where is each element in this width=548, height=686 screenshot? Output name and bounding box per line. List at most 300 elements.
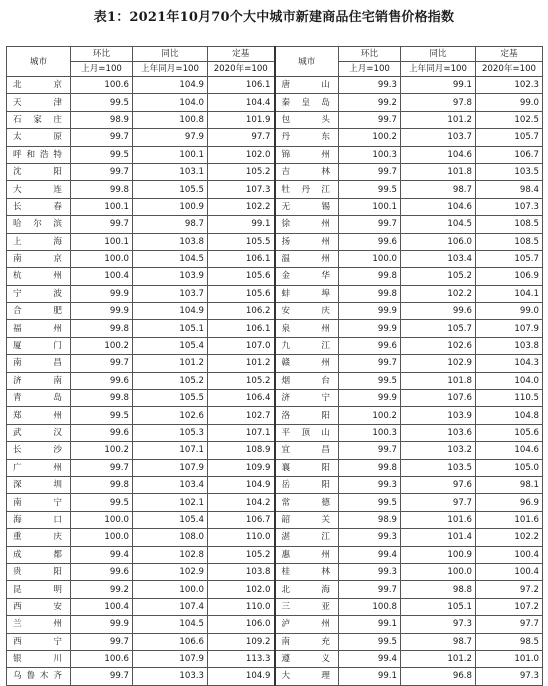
mom-cell: 100.6 — [71, 650, 133, 667]
mom-cell: 99.5 — [71, 94, 133, 111]
mom-cell: 99.7 — [339, 355, 401, 372]
yoy-cell: 103.4 — [401, 250, 476, 267]
mom-cell: 98.9 — [339, 511, 401, 528]
fixed-cell: 102.7 — [208, 407, 275, 424]
mom-cell: 99.9 — [71, 303, 133, 320]
fixed-cell: 107.3 — [208, 181, 275, 198]
header-yoy-base: 上年同月=100 — [133, 62, 208, 77]
yoy-cell: 101.8 — [401, 372, 476, 389]
city-cell: 桂 林 — [275, 563, 339, 580]
city-cell: 南 宁 — [7, 494, 71, 511]
city-cell: 哈尔滨 — [7, 216, 71, 233]
fixed-cell: 108.9 — [208, 442, 275, 459]
city-cell: 天 津 — [7, 94, 71, 111]
city-cell: 常 德 — [275, 494, 339, 511]
fixed-cell: 100.4 — [476, 546, 543, 563]
header-mom: 环比 — [71, 47, 133, 62]
yoy-cell: 105.2 — [401, 268, 476, 285]
city-cell: 北 京 — [7, 77, 71, 94]
city-cell: 贵 阳 — [7, 563, 71, 580]
fixed-cell: 110.5 — [476, 390, 543, 407]
table-row — [7, 563, 543, 580]
table-body — [7, 77, 543, 686]
table-row — [7, 442, 543, 459]
city-cell: 呼和浩特 — [7, 146, 71, 163]
city-cell: 蚌 埠 — [275, 285, 339, 302]
yoy-cell: 104.9 — [133, 303, 208, 320]
city-cell: 成 都 — [7, 546, 71, 563]
city-cell: 徐 州 — [275, 216, 339, 233]
fixed-cell: 98.1 — [476, 476, 543, 493]
table-row — [7, 146, 543, 163]
city-cell: 兰 州 — [7, 616, 71, 633]
mom-cell: 100.2 — [339, 129, 401, 146]
fixed-cell: 108.5 — [476, 216, 543, 233]
fixed-cell: 104.1 — [476, 285, 543, 302]
mom-cell: 100.0 — [339, 250, 401, 267]
city-cell: 赣 州 — [275, 355, 339, 372]
city-cell: 无 锡 — [275, 198, 339, 215]
fixed-cell: 96.9 — [476, 494, 543, 511]
yoy-cell: 107.9 — [133, 459, 208, 476]
table-row — [7, 216, 543, 233]
fixed-cell: 105.2 — [208, 372, 275, 389]
table-row — [7, 529, 543, 546]
table-row — [7, 459, 543, 476]
mom-cell: 99.1 — [339, 616, 401, 633]
fixed-cell: 106.2 — [208, 303, 275, 320]
mom-cell: 99.6 — [71, 424, 133, 441]
yoy-cell: 104.9 — [133, 77, 208, 94]
city-cell: 九 江 — [275, 337, 339, 354]
fixed-cell: 105.6 — [208, 268, 275, 285]
yoy-cell: 105.1 — [401, 598, 476, 615]
fixed-cell: 106.1 — [208, 320, 275, 337]
city-cell: 深 圳 — [7, 476, 71, 493]
mom-cell: 99.1 — [339, 668, 401, 685]
city-cell: 金 华 — [275, 268, 339, 285]
yoy-cell: 96.8 — [401, 668, 476, 685]
yoy-cell: 103.3 — [133, 668, 208, 685]
header-fixed: 定基 — [208, 47, 275, 62]
yoy-cell: 97.9 — [133, 129, 208, 146]
mom-cell: 99.7 — [71, 129, 133, 146]
yoy-cell: 104.5 — [133, 250, 208, 267]
city-cell: 烟 台 — [275, 372, 339, 389]
yoy-cell: 98.7 — [401, 633, 476, 650]
mom-cell: 99.9 — [339, 303, 401, 320]
mom-cell: 100.3 — [339, 424, 401, 441]
city-cell: 襄 阳 — [275, 459, 339, 476]
header-city: 城市 — [7, 47, 71, 77]
fixed-cell: 97.7 — [476, 616, 543, 633]
fixed-cell: 102.2 — [208, 198, 275, 215]
mom-cell: 99.6 — [71, 563, 133, 580]
fixed-cell: 106.1 — [208, 77, 275, 94]
mom-cell: 99.5 — [71, 494, 133, 511]
table-row — [7, 633, 543, 650]
city-cell: 牡丹江 — [275, 181, 339, 198]
table-row — [7, 129, 543, 146]
city-cell: 平顶山 — [275, 424, 339, 441]
yoy-cell: 107.4 — [133, 598, 208, 615]
yoy-cell: 100.9 — [401, 546, 476, 563]
yoy-cell: 105.1 — [133, 320, 208, 337]
mom-cell: 99.7 — [339, 216, 401, 233]
yoy-cell: 98.7 — [401, 181, 476, 198]
fixed-cell: 107.3 — [476, 198, 543, 215]
mom-cell: 99.5 — [339, 181, 401, 198]
city-cell: 扬 州 — [275, 233, 339, 250]
fixed-cell: 105.0 — [476, 459, 543, 476]
mom-cell: 98.9 — [71, 111, 133, 128]
table-row — [7, 111, 543, 128]
table-row — [7, 355, 543, 372]
city-cell: 乌鲁木齐 — [7, 668, 71, 685]
fixed-cell: 104.2 — [208, 494, 275, 511]
yoy-cell: 99.6 — [401, 303, 476, 320]
fixed-cell: 106.0 — [208, 616, 275, 633]
fixed-cell: 103.8 — [476, 337, 543, 354]
mom-cell: 99.8 — [71, 320, 133, 337]
mom-cell: 99.5 — [71, 146, 133, 163]
mom-cell: 99.8 — [339, 459, 401, 476]
yoy-cell: 100.0 — [401, 563, 476, 580]
mom-cell: 99.8 — [71, 476, 133, 493]
fixed-cell: 104.4 — [208, 94, 275, 111]
mom-cell: 99.5 — [339, 372, 401, 389]
city-cell: 湛 江 — [275, 529, 339, 546]
city-cell: 海 口 — [7, 511, 71, 528]
mom-cell: 99.9 — [339, 390, 401, 407]
yoy-cell: 99.1 — [401, 77, 476, 94]
mom-cell: 99.5 — [71, 407, 133, 424]
yoy-cell: 106.6 — [133, 633, 208, 650]
mom-cell: 99.7 — [71, 668, 133, 685]
mom-cell: 100.0 — [71, 250, 133, 267]
yoy-cell: 103.9 — [133, 268, 208, 285]
fixed-cell: 113.3 — [208, 650, 275, 667]
mom-cell: 100.8 — [339, 598, 401, 615]
mom-cell: 99.4 — [339, 546, 401, 563]
fixed-cell: 102.0 — [208, 581, 275, 598]
yoy-cell: 105.5 — [133, 390, 208, 407]
city-cell: 银 川 — [7, 650, 71, 667]
table-row — [7, 303, 543, 320]
header-yoy-base: 上年同月=100 — [401, 62, 476, 77]
yoy-cell: 102.6 — [133, 407, 208, 424]
header-fixed-base: 2020年=100 — [208, 62, 275, 77]
city-cell: 济 宁 — [275, 390, 339, 407]
table-row — [7, 233, 543, 250]
city-cell: 厦 门 — [7, 337, 71, 354]
table-row — [7, 476, 543, 493]
header-mom: 环比 — [339, 47, 401, 62]
fixed-cell: 105.7 — [476, 129, 543, 146]
city-cell: 广 州 — [7, 459, 71, 476]
mom-cell: 100.1 — [71, 233, 133, 250]
city-cell: 昆 明 — [7, 581, 71, 598]
yoy-cell: 102.9 — [133, 563, 208, 580]
city-cell: 宜 昌 — [275, 442, 339, 459]
yoy-cell: 98.7 — [133, 216, 208, 233]
fixed-cell: 100.4 — [476, 563, 543, 580]
yoy-cell: 103.1 — [133, 163, 208, 180]
header-city: 城市 — [275, 47, 339, 77]
mom-cell: 100.4 — [71, 598, 133, 615]
yoy-cell: 105.3 — [133, 424, 208, 441]
table-row — [7, 320, 543, 337]
mom-cell: 99.6 — [339, 337, 401, 354]
mom-cell: 99.7 — [71, 216, 133, 233]
yoy-cell: 103.7 — [401, 129, 476, 146]
table-row — [7, 511, 543, 528]
fixed-cell: 101.0 — [476, 650, 543, 667]
yoy-cell: 105.4 — [133, 511, 208, 528]
fixed-cell: 105.5 — [208, 233, 275, 250]
yoy-cell: 108.0 — [133, 529, 208, 546]
city-cell: 锦 州 — [275, 146, 339, 163]
fixed-cell: 102.0 — [208, 146, 275, 163]
city-cell: 福 州 — [7, 320, 71, 337]
fixed-cell: 109.2 — [208, 633, 275, 650]
fixed-cell: 106.7 — [476, 146, 543, 163]
mom-cell: 100.2 — [71, 442, 133, 459]
header-fixed: 定基 — [476, 47, 543, 62]
table-row — [7, 181, 543, 198]
yoy-cell: 101.8 — [401, 163, 476, 180]
fixed-cell: 105.6 — [476, 424, 543, 441]
yoy-cell: 103.9 — [401, 407, 476, 424]
yoy-cell: 104.6 — [401, 146, 476, 163]
fixed-cell: 103.8 — [208, 563, 275, 580]
fixed-cell: 105.6 — [208, 285, 275, 302]
city-cell: 包 头 — [275, 111, 339, 128]
table-row — [7, 372, 543, 389]
fixed-cell: 107.1 — [208, 424, 275, 441]
header-fixed-base: 2020年=100 — [476, 62, 543, 77]
yoy-cell: 97.3 — [401, 616, 476, 633]
fixed-cell: 101.2 — [208, 355, 275, 372]
city-cell: 三 亚 — [275, 598, 339, 615]
city-cell: 上 海 — [7, 233, 71, 250]
yoy-cell: 107.6 — [401, 390, 476, 407]
yoy-cell: 104.5 — [133, 616, 208, 633]
fixed-cell: 99.0 — [476, 94, 543, 111]
city-cell: 岳 阳 — [275, 476, 339, 493]
yoy-cell: 105.5 — [133, 181, 208, 198]
city-cell: 韶 关 — [275, 511, 339, 528]
table-row — [7, 390, 543, 407]
city-cell: 南 昌 — [7, 355, 71, 372]
fixed-cell: 97.7 — [208, 129, 275, 146]
table-row — [7, 668, 543, 685]
mom-cell: 100.1 — [339, 198, 401, 215]
mom-cell: 99.3 — [339, 529, 401, 546]
fixed-cell: 109.9 — [208, 459, 275, 476]
city-cell: 重 庆 — [7, 529, 71, 546]
mom-cell: 99.5 — [339, 494, 401, 511]
yoy-cell: 103.5 — [401, 459, 476, 476]
yoy-cell: 102.9 — [401, 355, 476, 372]
fixed-cell: 101.9 — [208, 111, 275, 128]
mom-cell: 100.2 — [71, 337, 133, 354]
mom-cell: 99.7 — [339, 163, 401, 180]
fixed-cell: 103.5 — [476, 163, 543, 180]
mom-cell: 99.7 — [339, 111, 401, 128]
city-cell: 合 肥 — [7, 303, 71, 320]
table-row — [7, 494, 543, 511]
yoy-cell: 101.2 — [133, 355, 208, 372]
yoy-cell: 98.8 — [401, 581, 476, 598]
yoy-cell: 103.2 — [401, 442, 476, 459]
city-cell: 青 岛 — [7, 390, 71, 407]
yoy-cell: 100.9 — [133, 198, 208, 215]
fixed-cell: 102.5 — [476, 111, 543, 128]
header-yoy: 同比 — [401, 47, 476, 62]
fixed-cell: 106.1 — [208, 250, 275, 267]
mom-cell: 99.8 — [339, 285, 401, 302]
table-row — [7, 407, 543, 424]
table-row — [7, 198, 543, 215]
mom-cell: 99.9 — [71, 285, 133, 302]
city-cell: 武 汉 — [7, 424, 71, 441]
yoy-cell: 101.2 — [401, 650, 476, 667]
city-cell: 济 南 — [7, 372, 71, 389]
table-row — [7, 546, 543, 563]
fixed-cell: 104.8 — [476, 407, 543, 424]
city-cell: 太 原 — [7, 129, 71, 146]
yoy-cell: 104.5 — [401, 216, 476, 233]
fixed-cell: 110.0 — [208, 529, 275, 546]
city-cell: 长 春 — [7, 198, 71, 215]
mom-cell: 99.6 — [339, 233, 401, 250]
fixed-cell: 104.9 — [208, 668, 275, 685]
page-title: 表1：2021年10月70个大中城市新建商品住宅销售价格指数 — [93, 10, 455, 25]
table-row — [7, 337, 543, 354]
mom-cell: 99.8 — [71, 390, 133, 407]
fixed-cell: 97.2 — [476, 581, 543, 598]
city-cell: 安 庆 — [275, 303, 339, 320]
city-cell: 郑 州 — [7, 407, 71, 424]
fixed-cell: 108.5 — [476, 233, 543, 250]
yoy-cell: 103.6 — [401, 424, 476, 441]
yoy-cell: 100.1 — [133, 146, 208, 163]
mom-cell: 99.2 — [71, 581, 133, 598]
mom-cell: 100.2 — [339, 407, 401, 424]
city-cell: 北 海 — [275, 581, 339, 598]
city-cell: 南 充 — [275, 633, 339, 650]
fixed-cell: 106.9 — [476, 268, 543, 285]
fixed-cell: 97.3 — [476, 668, 543, 685]
table-row — [7, 650, 543, 667]
yoy-cell: 102.6 — [401, 337, 476, 354]
mom-cell: 99.7 — [71, 459, 133, 476]
fixed-cell: 107.9 — [476, 320, 543, 337]
city-cell: 泉 州 — [275, 320, 339, 337]
city-cell: 洛 阳 — [275, 407, 339, 424]
table-row — [7, 285, 543, 302]
mom-cell: 99.2 — [339, 94, 401, 111]
table-row — [7, 598, 543, 615]
yoy-cell: 103.8 — [133, 233, 208, 250]
fixed-cell: 105.2 — [208, 546, 275, 563]
mom-cell: 99.3 — [339, 563, 401, 580]
yoy-cell: 102.2 — [401, 285, 476, 302]
header-mom-base: 上月=100 — [339, 62, 401, 77]
city-cell: 杭 州 — [7, 268, 71, 285]
fixed-cell: 102.3 — [476, 77, 543, 94]
yoy-cell: 105.7 — [401, 320, 476, 337]
table-header — [7, 47, 543, 77]
table-row — [7, 77, 543, 94]
city-cell: 西 宁 — [7, 633, 71, 650]
yoy-cell: 97.6 — [401, 476, 476, 493]
mom-cell: 99.9 — [71, 616, 133, 633]
fixed-cell: 106.7 — [208, 511, 275, 528]
yoy-cell: 97.7 — [401, 494, 476, 511]
table-row — [7, 250, 543, 267]
yoy-cell: 97.8 — [401, 94, 476, 111]
yoy-cell: 106.0 — [401, 233, 476, 250]
fixed-cell: 105.7 — [476, 250, 543, 267]
fixed-cell: 104.3 — [476, 355, 543, 372]
city-cell: 大 连 — [7, 181, 71, 198]
mom-cell: 99.4 — [339, 650, 401, 667]
city-cell: 秦皇岛 — [275, 94, 339, 111]
mom-cell: 100.0 — [71, 511, 133, 528]
fixed-cell: 102.2 — [476, 529, 543, 546]
table-row — [7, 424, 543, 441]
fixed-cell: 98.5 — [476, 633, 543, 650]
yoy-cell: 105.4 — [133, 337, 208, 354]
fixed-cell: 104.9 — [208, 476, 275, 493]
mom-cell: 100.0 — [71, 529, 133, 546]
mom-cell: 99.8 — [71, 181, 133, 198]
mom-cell: 100.6 — [71, 77, 133, 94]
header-yoy: 同比 — [133, 47, 208, 62]
fixed-cell: 107.0 — [208, 337, 275, 354]
mom-cell: 99.7 — [339, 442, 401, 459]
fixed-cell: 101.6 — [476, 511, 543, 528]
city-cell: 泸 州 — [275, 616, 339, 633]
city-cell: 宁 波 — [7, 285, 71, 302]
mom-cell: 100.3 — [339, 146, 401, 163]
fixed-cell: 104.6 — [476, 442, 543, 459]
city-cell: 石家庄 — [7, 111, 71, 128]
yoy-cell: 103.7 — [133, 285, 208, 302]
table-row — [7, 581, 543, 598]
city-cell: 吉 林 — [275, 163, 339, 180]
city-cell: 唐 山 — [275, 77, 339, 94]
yoy-cell: 101.2 — [401, 111, 476, 128]
city-cell: 南 京 — [7, 250, 71, 267]
fixed-cell: 104.0 — [476, 372, 543, 389]
mom-cell: 100.4 — [71, 268, 133, 285]
mom-cell: 99.7 — [71, 355, 133, 372]
yoy-cell: 102.8 — [133, 546, 208, 563]
fixed-cell: 107.2 — [476, 598, 543, 615]
city-cell: 遵 义 — [275, 650, 339, 667]
header-mom-base: 上月=100 — [71, 62, 133, 77]
mom-cell: 99.7 — [339, 581, 401, 598]
mom-cell: 99.9 — [339, 320, 401, 337]
table-row — [7, 268, 543, 285]
yoy-cell: 101.4 — [401, 529, 476, 546]
mom-cell: 99.8 — [339, 268, 401, 285]
mom-cell: 99.7 — [71, 163, 133, 180]
yoy-cell: 100.0 — [133, 581, 208, 598]
